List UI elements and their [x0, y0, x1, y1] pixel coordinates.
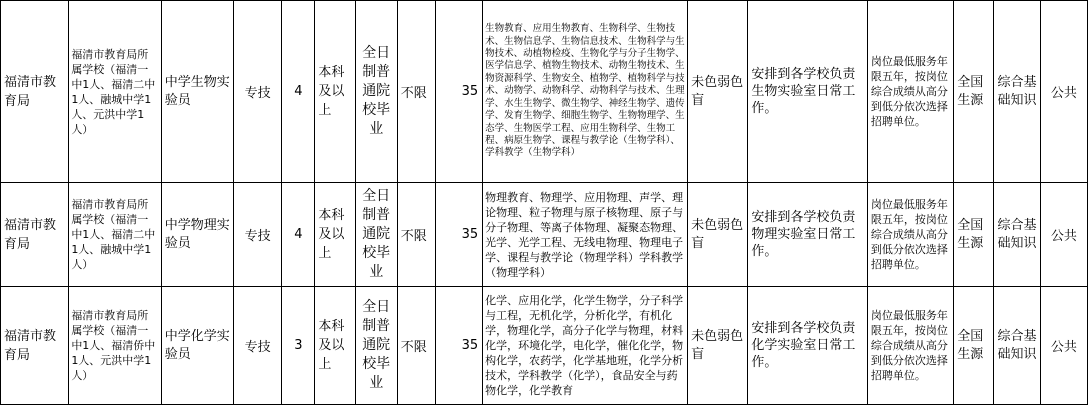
- age-cell: 不限: [397, 1, 435, 183]
- education-cell: 本科及以上: [315, 1, 355, 183]
- public-cell: 公共: [1040, 287, 1087, 405]
- source-cell: 全国生源: [954, 183, 994, 287]
- exam-subject-cell: 综合基础知识: [994, 183, 1040, 287]
- major-cell: 化学、应用化学，化学生物学，分子科学与工程，无机化学，分析化学，有机化学，物理化学，高分子化学与物理，材料化学，环境化学，电化学，催化化学，物构化学，农药学，化学基地班，化学分析技术，学科教学（化学），食品安全与药物化学，化学教育: [483, 287, 688, 405]
- position-cell: 中学化学实验员: [161, 287, 233, 405]
- position-cell: 中学物理实验员: [161, 183, 233, 287]
- duty-cell: 安排到各学校负责化学实验室日常工作。: [748, 287, 868, 405]
- source-cell: 全国生源: [954, 1, 994, 183]
- public-cell: 公共: [1040, 183, 1087, 287]
- education-cell: 本科及以上: [315, 183, 355, 287]
- school-cell: 福清市教育局所属学校（福清一中1人、福清二中1人、融城中学1人）: [69, 183, 161, 287]
- age-cell: 不限: [397, 183, 435, 287]
- remark-cell: 岗位最低服务年限五年，按岗位综合成绩从高分到低分依次选择招聘单位。: [867, 287, 953, 405]
- age-limit-cell: 35: [435, 183, 482, 287]
- public-cell: 公共: [1040, 1, 1087, 183]
- school-cell: 福清市教育局所属学校（福清一中1人、福清二中1人、融城中学1人、元洪中学1人）: [69, 1, 161, 183]
- other-requirement-cell: 未色弱色盲: [688, 183, 748, 287]
- type-cell: 专技: [234, 1, 282, 183]
- age-limit-cell: 35: [435, 1, 482, 183]
- source-cell: 全国生源: [954, 287, 994, 405]
- table-row: [1, 1, 1088, 183]
- major-cell: 生物教育、应用生物教育、生物科学、生物技术、生物信息学、生物信息技术、生物科学与生物技术、动植物检疫、生物化学与分子生物学、医学信息学、植物生物技术、动物生物技术、生物资源科学、生物安全、植物学、植物科学与技术、动物学、动物科学、动物科学与技术、生理学、水生生物学、微生物学、神经生物学、遗传学、发育生物学、细胞生物学、生物物理学、生态学、生物医学工程、应用生物科学、生物工程、病原生物学、课程与教学论（生物学科）、学科教学（生物学科）: [483, 1, 688, 183]
- other-requirement-cell: 未色弱色盲: [688, 287, 748, 405]
- exam-subject-cell: 综合基础知识: [994, 1, 1040, 183]
- count-cell: 3: [282, 287, 315, 405]
- dept-cell: 福清市教育局: [1, 287, 69, 405]
- age-cell: 不限: [397, 287, 435, 405]
- table-row: [1, 287, 1088, 405]
- education-cell: 本科及以上: [315, 287, 355, 405]
- duty-cell: 安排到各学校负责生物实验室日常工作。: [748, 1, 868, 183]
- major-cell: 物理教育、物理学、应用物理、声学、理论物理、粒子物理与原子核物理、原子与分子物理、等离子体物理、凝聚态物理、光学、光学工程、无线电物理、物理电子学、课程与教学论（物理学科）学科教学（物理学科）: [483, 183, 688, 287]
- dept-cell: 福清市教育局: [1, 1, 69, 183]
- position-cell: 中学生物实验员: [161, 1, 233, 183]
- table-row: [1, 183, 1088, 287]
- study-form-cell: 全日制普通院校毕业: [355, 287, 397, 405]
- count-cell: 4: [282, 183, 315, 287]
- remark-cell: 岗位最低服务年限五年，按岗位综合成绩从高分到低分依次选择招聘单位。: [867, 183, 953, 287]
- school-cell: 福清市教育局所属学校（福清一中1人、福清侨中1人、元洪中学1人）: [69, 287, 161, 405]
- age-limit-cell: 35: [435, 287, 482, 405]
- type-cell: 专技: [234, 287, 282, 405]
- dept-cell: 福清市教育局: [1, 183, 69, 287]
- study-form-cell: 全日制普通院校毕业: [355, 1, 397, 183]
- other-requirement-cell: 未色弱色盲: [688, 1, 748, 183]
- remark-cell: 岗位最低服务年限五年，按岗位综合成绩从高分到低分依次选择招聘单位。: [867, 1, 953, 183]
- study-form-cell: 全日制普通院校毕业: [355, 183, 397, 287]
- exam-subject-cell: 综合基础知识: [994, 287, 1040, 405]
- type-cell: 专技: [234, 183, 282, 287]
- count-cell: 4: [282, 1, 315, 183]
- duty-cell: 安排到各学校负责物理实验室日常工作。: [748, 183, 868, 287]
